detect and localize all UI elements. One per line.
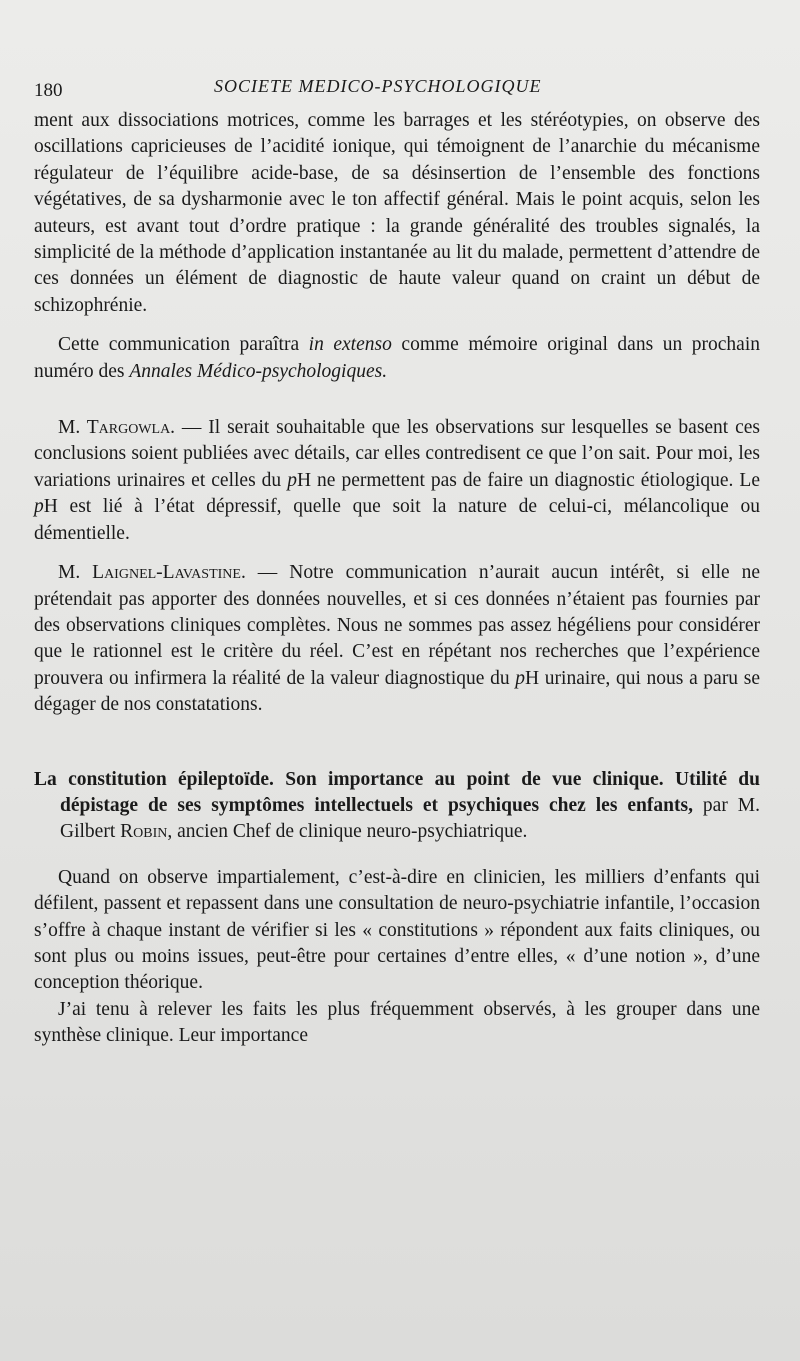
text-run: H ne permettent pas de faire un diagnostic étiologique. Le xyxy=(296,469,760,491)
paragraph-body-2: J’ai tenu à relever les faits les plus fréquemment observés, à les grouper dans une synthèse clinique. Leur importance xyxy=(34,998,760,1047)
section-title: La constitution épileptoïde. Son importance au point de vue clinique. Utilité du dépistage de ses symptômes intellectuels et psychiques chez les enfants, xyxy=(34,768,760,816)
text-run: — Il serait souhaitable que les observations sur lesquelles se basent ces conclusions soient publiées avec détails, car elles contredisent ce que l’on sait. Pour moi, les variations urinaires et celles du xyxy=(34,417,760,491)
running-title: SOCIETE MEDICO-PSYCHOLOGIQUE xyxy=(214,76,542,96)
text-run: — Notre communication n’aurait aucun intérêt, si elle ne prétendait pas apporter des données nouvelles, et si ces données n’étaient pas fournies par des observations cliniques complètes. Nous ne sommes pas assez hégéliens pour considérer que le rationnel est le critère du réel. C’est en répétant nos recherches que l’expérience prouvera ou infirmera la réalité de la valeur diagnostique du xyxy=(34,562,760,689)
speaker-name: M. Laignel-Lavastine. xyxy=(58,562,246,584)
section-affiliation: , ancien Chef de clinique neuro-psychiatrique. xyxy=(167,821,528,843)
text-run: H est lié à l’état dépressif, quelle que soit la nature de celui-ci, mélancolique ou démentielle. xyxy=(34,496,760,544)
section-heading xyxy=(34,767,760,846)
text-run: comme mémoire original dans un prochain numéro des xyxy=(34,334,760,382)
text-run: Cette communication paraîtra xyxy=(58,334,309,356)
italic-journal-title: Annales Médico-psychologiques. xyxy=(129,360,388,382)
paragraph-laignel-lavastine xyxy=(34,560,760,718)
paragraph-body-1: Quand on observe impartialement, c’est-à-dire en clinicien, les milliers d’enfants qui défilent, passent et repassent dans une consultation de neuro-psychiatrie infantile, l’occasion s’offre à chaque instant de vérifier si les « constitutions » répondent aux faits cliniques, ou sont plus ou moins issues, peut-être pour certaines d’entre elles, « d’une notion », d’une conception théorique. xyxy=(34,866,760,994)
page-number: 180 xyxy=(34,80,63,101)
section-by: par M. Gilbert xyxy=(60,794,760,843)
section-author: Robin xyxy=(120,821,168,843)
paragraph-communication-note xyxy=(34,332,760,385)
running-head xyxy=(34,70,760,108)
italic-p: p xyxy=(287,469,297,491)
speaker-name: M. Targowla. xyxy=(58,417,176,439)
italic-p: p xyxy=(515,667,526,689)
text-run: H urinaire, qui nous a paru se dégager de nos constatations. xyxy=(34,667,760,716)
paragraph-targowla xyxy=(34,415,760,547)
paragraph-continuation: ment aux dissociations motrices, comme les barrages et les stéréotypies, on observe des oscillations capricieuses de l’acidité ionique, qui témoignent de l’anarchie du mécanisme régulateur de l’équilibre acide-base, de sa désinsertion de l’ensemble des fonctions végétatives, de sa dysharmonie avec le ton affectif général. Mais le point acquis, selon les auteurs, est avant tout d’ordre pratique : la grande généralité des troubles signalés, la simplicité de la méthode d’application instantanée au lit du malade, permettent d’attendre de ces données un élément de diagnostic de haute valeur quand on craint un début de schizophrénie. xyxy=(34,110,760,316)
italic-in-extenso: in extenso xyxy=(308,334,392,356)
italic-p: p xyxy=(34,496,44,518)
